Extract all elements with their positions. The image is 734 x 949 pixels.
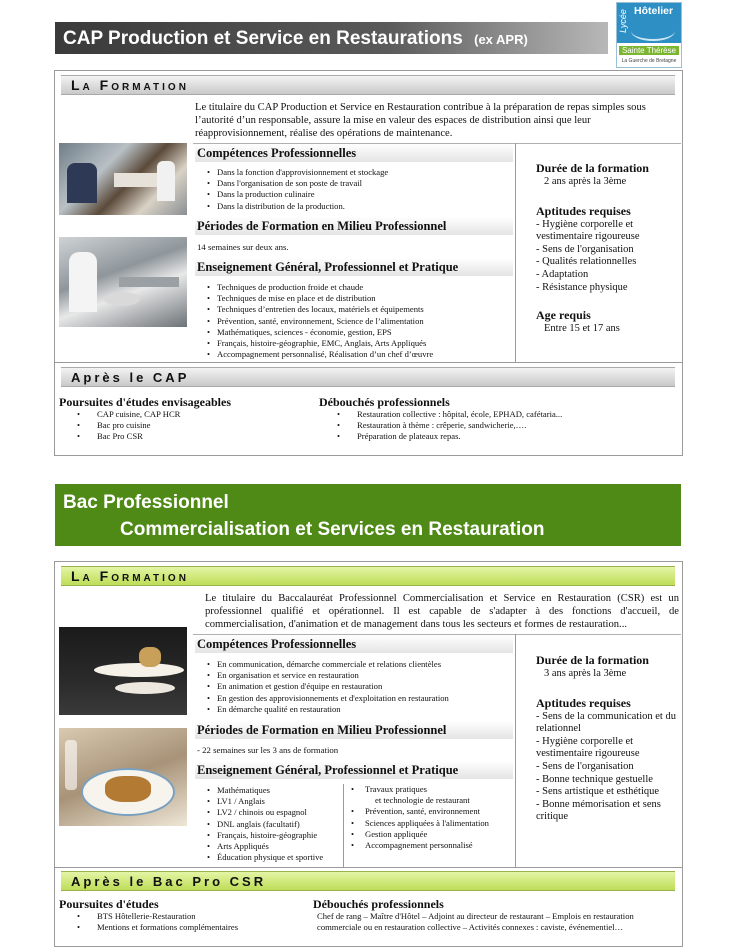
bac-title-line2: Commercialisation et Services en Restauration [120,519,545,540]
list-item: • Accompagnement personnalisé [351,840,513,851]
cap-competences-title: Compétences Professionnelles [195,144,513,162]
list-item: • CAP cuisine, CAP HCR [77,409,317,420]
bac-apres-header: Après le Bac Pro CSR [61,871,675,891]
bac-poursuites-list [77,911,307,933]
list-item: • Mentions et formations complémentaires [77,922,307,933]
bac-aptitude: - Sens artistique et esthétique [536,786,660,798]
cap-apres-box [54,362,683,456]
list-item: • Dans l'organisation de son poste de travail [207,178,507,189]
bac-aptitude: - Bonne technique gestuelle [536,773,653,785]
cap-aptitude: - Sens de l'organisation [536,243,634,255]
list-item: • Travaux pratiques et technologie de restaurant [351,784,513,806]
cap-apres-header: Après le CAP [61,367,675,387]
bac-aptitude: - Sens de l'organisation [536,760,634,772]
list-item: • Dans la production culinaire [207,189,507,200]
list-item: • Accompagnement personnalisé, Réalisation d’un chef d’œuvre [207,349,512,360]
cap-enseignement-title: Enseignement Général, Professionnel et Pratique [195,258,513,276]
list-item: • En organisation et service en restauration [207,670,512,681]
cap-poursuites-title: Poursuites d'études envisageables [59,395,232,409]
list-item: • Techniques de production froide et chaude [207,282,512,293]
cap-poursuites-list [77,409,317,443]
list-item: • LV1 / Anglais [207,796,342,807]
cap-age-text: Entre 15 et 17 ans [544,323,620,335]
cap-title: CAP Production et Service en Restaurations [63,28,463,49]
bac-photo-plate [59,728,187,826]
list-item: • Techniques de mise en place et de distribution [207,293,512,304]
list-item: • Sciences appliquées à l'alimentation [351,818,513,829]
list-item: • En communication, démarche commerciale et relations clientèles [207,659,512,670]
logo-line-lycee: Lycée [617,9,628,33]
logo-line-la-guerche: La Guerche de Bretagne [621,58,677,64]
list-item: • Restauration collective : hôpital, école, EPHAD, cafétaria... [337,409,677,420]
list-item: • Mathématiques, sciences - économie, gestion, EPS [207,327,512,338]
bac-periodes-text: - 22 semaines sur les 3 ans de formation [197,745,339,755]
list-item: • En gestion des approvisionnements et d'exploitation en restauration [207,693,512,704]
bac-title-line1: Bac Professionnel [63,492,229,513]
cap-periodes-title: Périodes de Formation en Milieu Professionnel [195,217,513,235]
cap-aptitude: - Résistance physique [536,281,628,293]
list-item: • Français, histoire-géographie, EMC, Anglais, Arts Appliqués [207,338,512,349]
cap-debouches-list [337,409,677,443]
bac-enseignement-right-list [351,784,513,851]
bac-competences-list [207,659,512,715]
bac-enseignement-title: Enseignement Général, Professionnel et Pratique [195,761,513,779]
bac-aptitude: - Hygiène corporelle et vestimentaire rigoureuse [536,735,640,760]
list-item: • Préparation de plateaux repas. [337,431,677,442]
list-item: • Dans la fonction d'approvisionnement et stockage [207,167,507,178]
list-item: • BTS Hôtellerie-Restauration [77,911,307,922]
list-item: • Français, histoire-géographie [207,830,342,841]
cap-competences-list [207,167,507,212]
list-item: • Bac pro cuisine [77,420,317,431]
logo-line-sainte-therese: Sainte Thérèse [619,46,679,55]
cap-photo-kitchen [59,237,187,327]
bac-photo-waiter [59,627,187,715]
list-item: • DNL anglais (facultatif) [207,819,342,830]
bac-formation-box [54,561,683,869]
cap-formation-header: La Formation [61,75,675,95]
bac-right-column [536,653,676,824]
logo-swoosh-icon [631,21,675,41]
list-item: • En démarche qualité en restauration [207,704,512,715]
cap-title-banner [55,22,608,54]
cap-duree-text: 2 ans après la 3ème [544,176,627,187]
list-item: • Prévention, santé, environnement [351,806,513,817]
list-item: • Bac Pro CSR [77,431,317,442]
cap-photo-self-service [59,143,187,215]
bac-periodes-title: Périodes de Formation en Milieu Professionnel [195,721,513,739]
bac-duree-text: 3 ans après la 3ème [544,668,627,679]
bac-debouches-text: Chef de rang – Maître d'Hôtel – Adjoint au directeur de restaurant – Emplois en restauration commerciale ou en restauration collective – Activités connexes : caviste, événementiel… [317,911,634,933]
bac-apres-box [54,867,683,947]
list-item: • En animation et gestion d'équipe en restauration [207,681,512,692]
bac-competences-title: Compétences Professionnelles [195,635,513,653]
bac-poursuites-title: Poursuites d'études [59,897,159,911]
list-item: • Dans la distribution de la production. [207,201,507,212]
bac-intro-text: Le titulaire du Baccalauréat Professionnel Commercialisation et Service en Restauration (CSR) est un professionnel qualifié et opérationnel. Il est capable de s'adapter à des fonctions d'accueil, de commercialisation, d'animation et de management dans tous les secteurs et formes de restauration... [205,593,679,630]
bac-enseignement-left-list [207,785,342,863]
cap-enseignement-list [207,282,512,360]
cap-intro-text: Le titulaire du CAP Production et Service en Restauration contribue à la préparation de repas simples sous l’autorité d’un responsable, assure la mise en valeur des espaces de distribution ainsi que leur réapprovisionnement, réalise des opérations de maintenance. [195,102,646,139]
logo-line-hotelier: Hôtelier [634,5,674,17]
list-item: • LV2 / chinois ou espagnol [207,807,342,818]
cap-periodes-text: 14 semaines sur deux ans. [197,242,289,252]
cap-aptitude: - Qualités relationnelles [536,256,637,268]
list-item: • Techniques d’entretien des locaux, matériels et équipements [207,304,512,315]
cap-aptitude: - Adaptation [536,268,589,280]
bac-formation-header: La Formation [61,566,675,586]
bac-aptitude: - Sens de la communication et du relationnel [536,710,676,735]
cap-aptitude: - Hygiène corporelle et vestimentaire rigoureuse [536,218,640,243]
bac-duree-title: Durée de la formation [536,653,649,667]
list-item: • Mathématiques [207,785,342,796]
cap-title-suffix: (ex APR) [474,32,528,47]
cap-aptitudes-title: Aptitudes requises [536,203,631,218]
cap-duree-title: Durée de la formation [536,161,649,175]
cap-age-title: Age requis [536,308,591,323]
list-item: • Arts Appliqués [207,841,342,852]
cap-right-column [536,161,676,336]
bac-debouches-title: Débouchés professionnels [313,897,444,911]
cap-debouches-title: Débouchés professionnels [319,395,450,409]
school-logo [616,2,682,68]
list-item: • Restauration à thème : crêperie, sandwicherie,…. [337,420,677,431]
list-item: • Gestion appliquée [351,829,513,840]
list-item: • Éducation physique et sportive [207,852,342,863]
cap-formation-box [54,70,683,364]
list-item: • Prévention, santé, environnement, Science de l’alimentation [207,316,512,327]
bac-aptitudes-title: Aptitudes requises [536,695,631,710]
bac-aptitude: - Bonne mémorisation et sens critique [536,798,661,823]
bac-title-banner [55,484,681,546]
